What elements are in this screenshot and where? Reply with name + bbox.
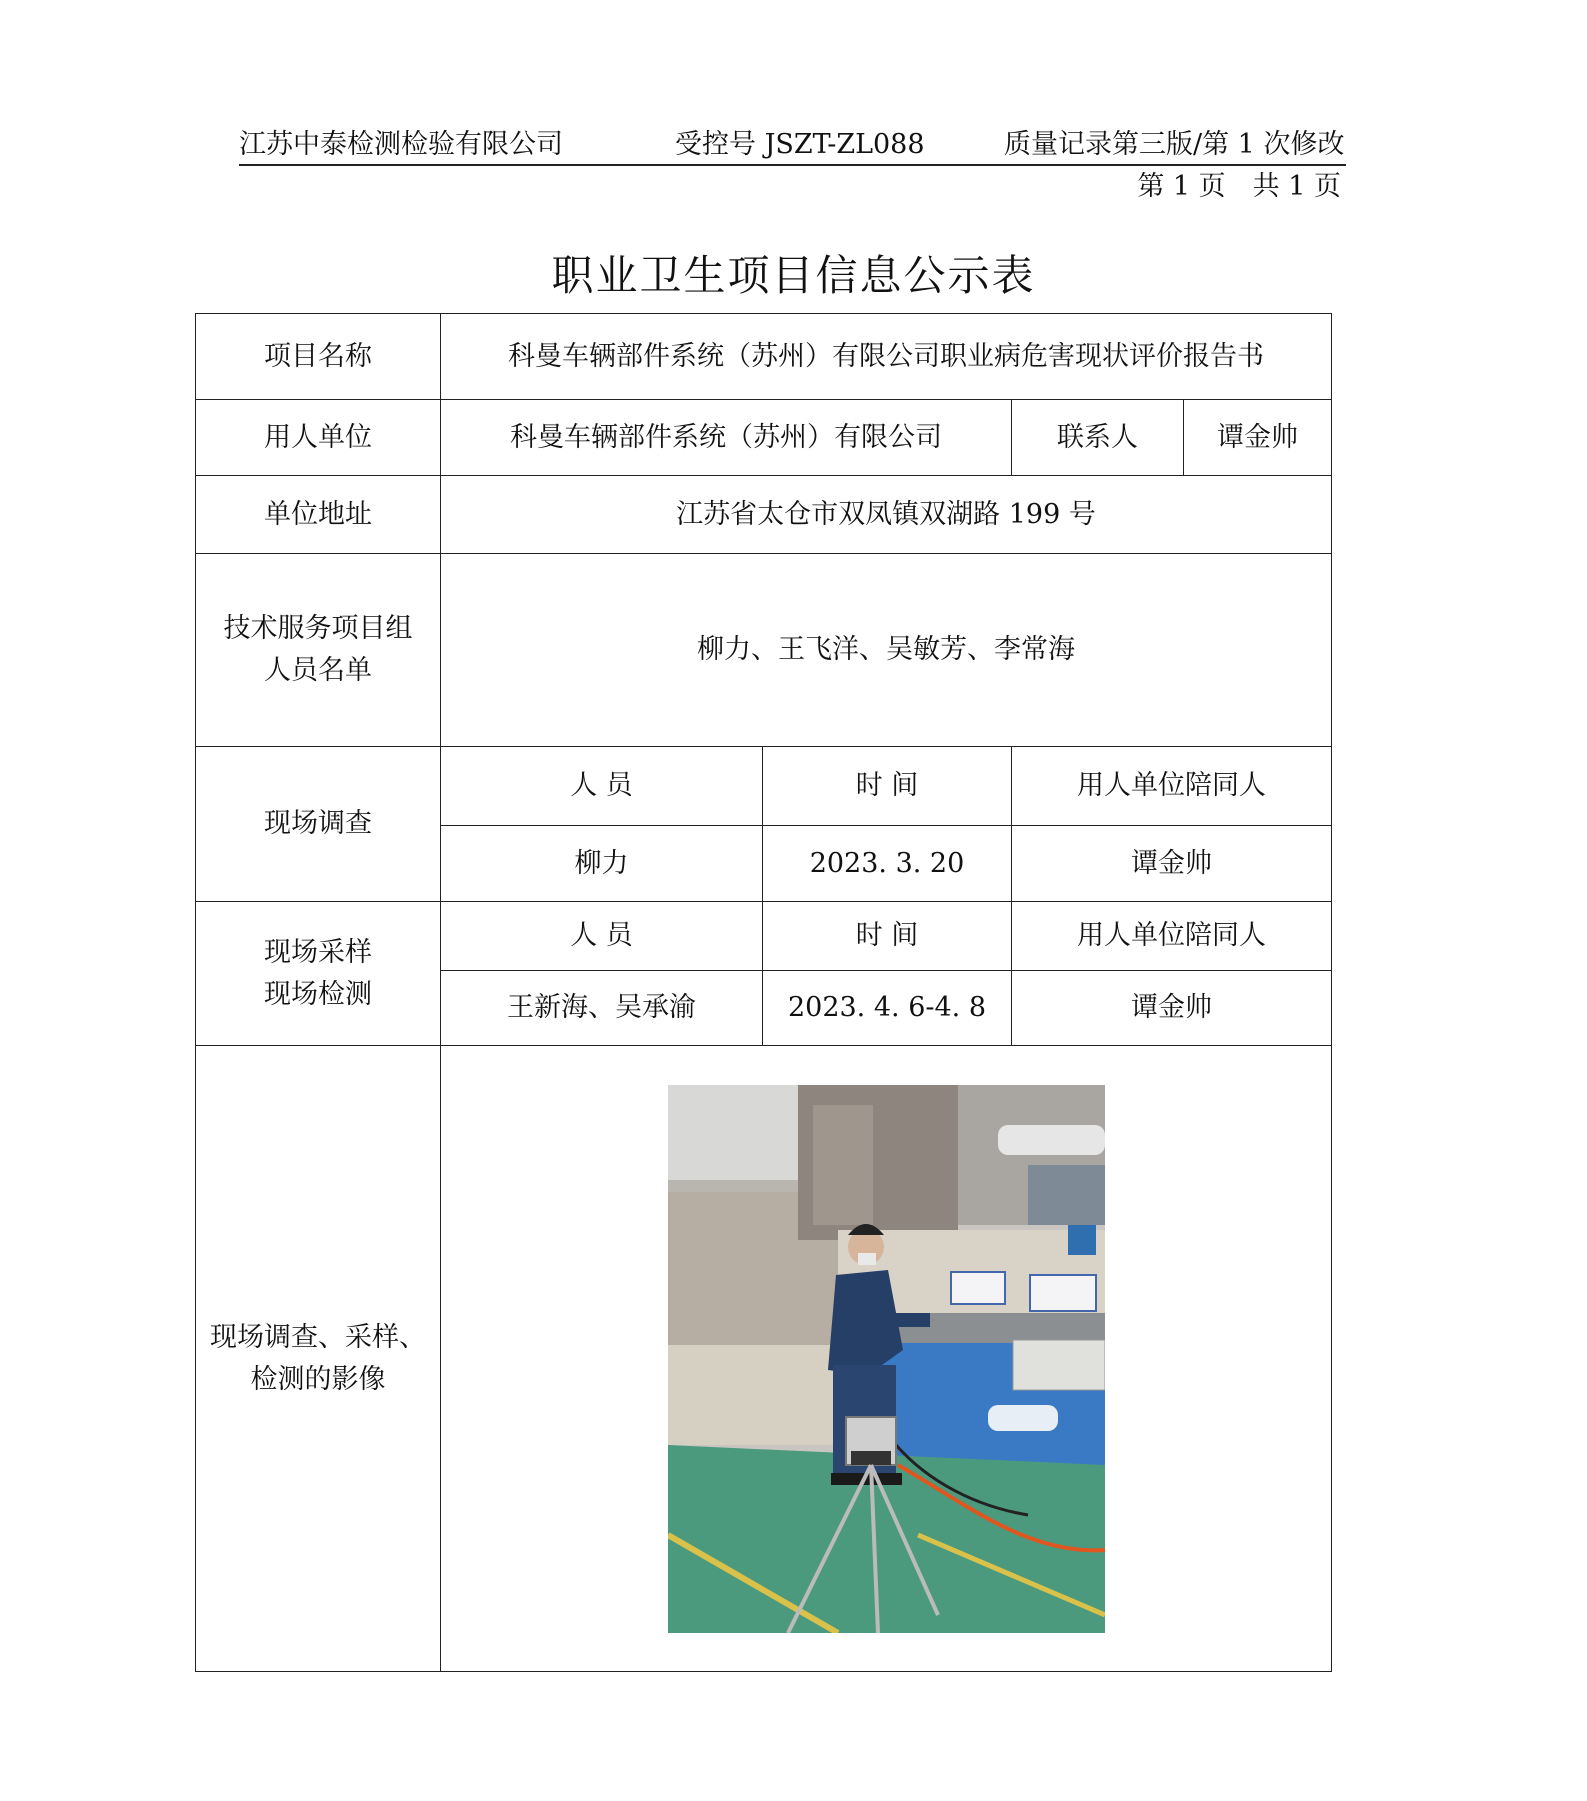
sampling-label-line2: 现场检测 bbox=[264, 978, 372, 1010]
site-photo bbox=[668, 1085, 1105, 1633]
sampling-col-person: 人 员 bbox=[441, 902, 763, 971]
row-team bbox=[196, 554, 1332, 747]
employer-value: 科曼车辆部件系统（苏州）有限公司 bbox=[441, 400, 1012, 476]
team-label-line2: 人员名单 bbox=[264, 655, 372, 686]
row-survey-head bbox=[196, 747, 1332, 826]
sampling-time: 2023. 4. 6-4. 8 bbox=[763, 971, 1012, 1046]
sampling-col-escort: 用人单位陪同人 bbox=[1012, 902, 1332, 971]
contact-label: 联系人 bbox=[1012, 400, 1184, 476]
header-company: 江苏中泰检测检验有限公司 bbox=[239, 129, 563, 160]
images-cell bbox=[441, 1046, 1332, 1672]
survey-col-escort: 用人单位陪同人 bbox=[1012, 747, 1332, 826]
row-sampling-head bbox=[196, 902, 1332, 971]
survey-col-person: 人 员 bbox=[441, 747, 763, 826]
header-control-no: 受控号 JSZT-ZL088 bbox=[675, 129, 925, 160]
contact-value: 谭金帅 bbox=[1184, 400, 1332, 476]
page-info: 第 1 页 共 1 页 bbox=[1137, 171, 1341, 202]
team-value: 柳力、王飞洋、吴敏芳、李常海 bbox=[441, 554, 1332, 747]
info-table bbox=[195, 313, 1332, 1672]
team-label-line1: 技术服务项目组 bbox=[223, 613, 413, 645]
sampling-label-line1: 现场采样 bbox=[264, 936, 372, 968]
survey-col-time: 时 间 bbox=[763, 747, 1012, 826]
project-name-label: 项目名称 bbox=[196, 314, 441, 400]
page-title: 职业卫生项目信息公示表 bbox=[551, 251, 1036, 300]
images-label-line2: 检测的影像 bbox=[250, 1363, 386, 1395]
sampling-col-time: 时 间 bbox=[763, 902, 1012, 971]
project-name-value: 科曼车辆部件系统（苏州）有限公司职业病危害现状评价报告书 bbox=[441, 314, 1332, 400]
address-value: 江苏省太仓市双凤镇双湖路 199 号 bbox=[441, 476, 1332, 554]
sampling-person: 王新海、吴承渝 bbox=[441, 971, 763, 1046]
team-label bbox=[196, 554, 441, 747]
sampling-escort: 谭金帅 bbox=[1012, 971, 1332, 1046]
row-images bbox=[196, 1046, 1332, 1672]
survey-label: 现场调查 bbox=[196, 747, 441, 902]
survey-person: 柳力 bbox=[441, 826, 763, 902]
survey-time: 2023. 3. 20 bbox=[763, 826, 1012, 902]
row-project-name bbox=[196, 314, 1332, 400]
images-label-line1: 现场调查、采样、 bbox=[210, 1321, 426, 1353]
images-label bbox=[196, 1046, 441, 1672]
row-address bbox=[196, 476, 1332, 554]
address-label: 单位地址 bbox=[196, 476, 441, 554]
header-version: 质量记录第三版/第 1 次修改 bbox=[1004, 129, 1345, 160]
row-employer bbox=[196, 400, 1332, 476]
employer-label: 用人单位 bbox=[196, 400, 441, 476]
sampling-label bbox=[196, 902, 441, 1046]
survey-escort: 谭金帅 bbox=[1012, 826, 1332, 902]
